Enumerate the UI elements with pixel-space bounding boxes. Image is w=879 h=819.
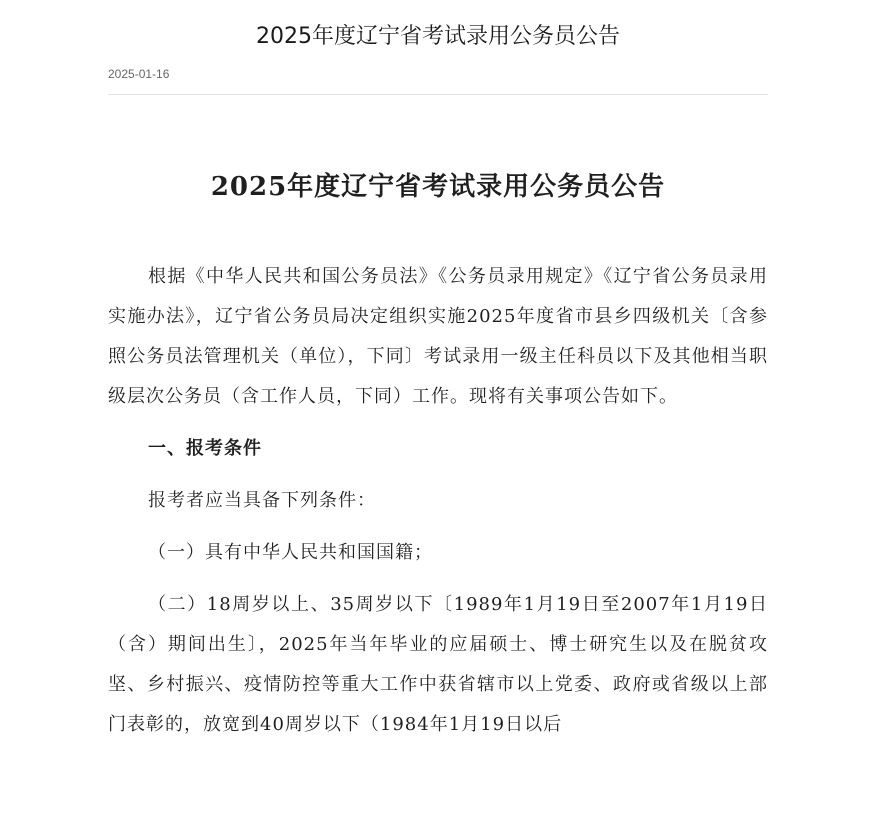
condition-item-1: （一）具有中华人民共和国国籍；: [148, 542, 433, 563]
publish-date: 2025-01-16: [108, 67, 170, 81]
section-lead-paragraph: 报考者应当具备下列条件：: [148, 490, 376, 511]
section-heading: 一、报考条件: [148, 438, 262, 459]
article-title: 2025年度辽宁省考试录用公务员公告: [210, 172, 666, 202]
header-divider: [108, 94, 768, 95]
article-body: [108, 169, 768, 745]
condition-item-2: （二）18周岁以上、35周岁以下〔1989年1月19日至2007年1月19日（含）期间出生〕，2025年当年毕业的应届硕士、博士研究生以及在脱贫攻坚、乡村振兴、疫情防控等重大工作中获省辖市以上党委、政府或省级以上部门表彰的，放宽到40周岁以下（1984年1月19日以后: [108, 594, 768, 735]
page-title: 2025年度辽宁省考试录用公务员公告: [256, 24, 620, 49]
page-container: [108, 0, 768, 745]
intro-paragraph: 根据《中华人民共和国公务员法》《公务员录用规定》《辽宁省公务员录用实施办法》，辽宁省公务员局决定组织实施2025年度省市县乡四级机关〔含参照公务员法管理机关（单位），下同〕考试录用一级主任科员以下及其他相当职级层次公务员（含工作人员，下同）工作。现将有关事项公告如下。: [108, 266, 768, 407]
